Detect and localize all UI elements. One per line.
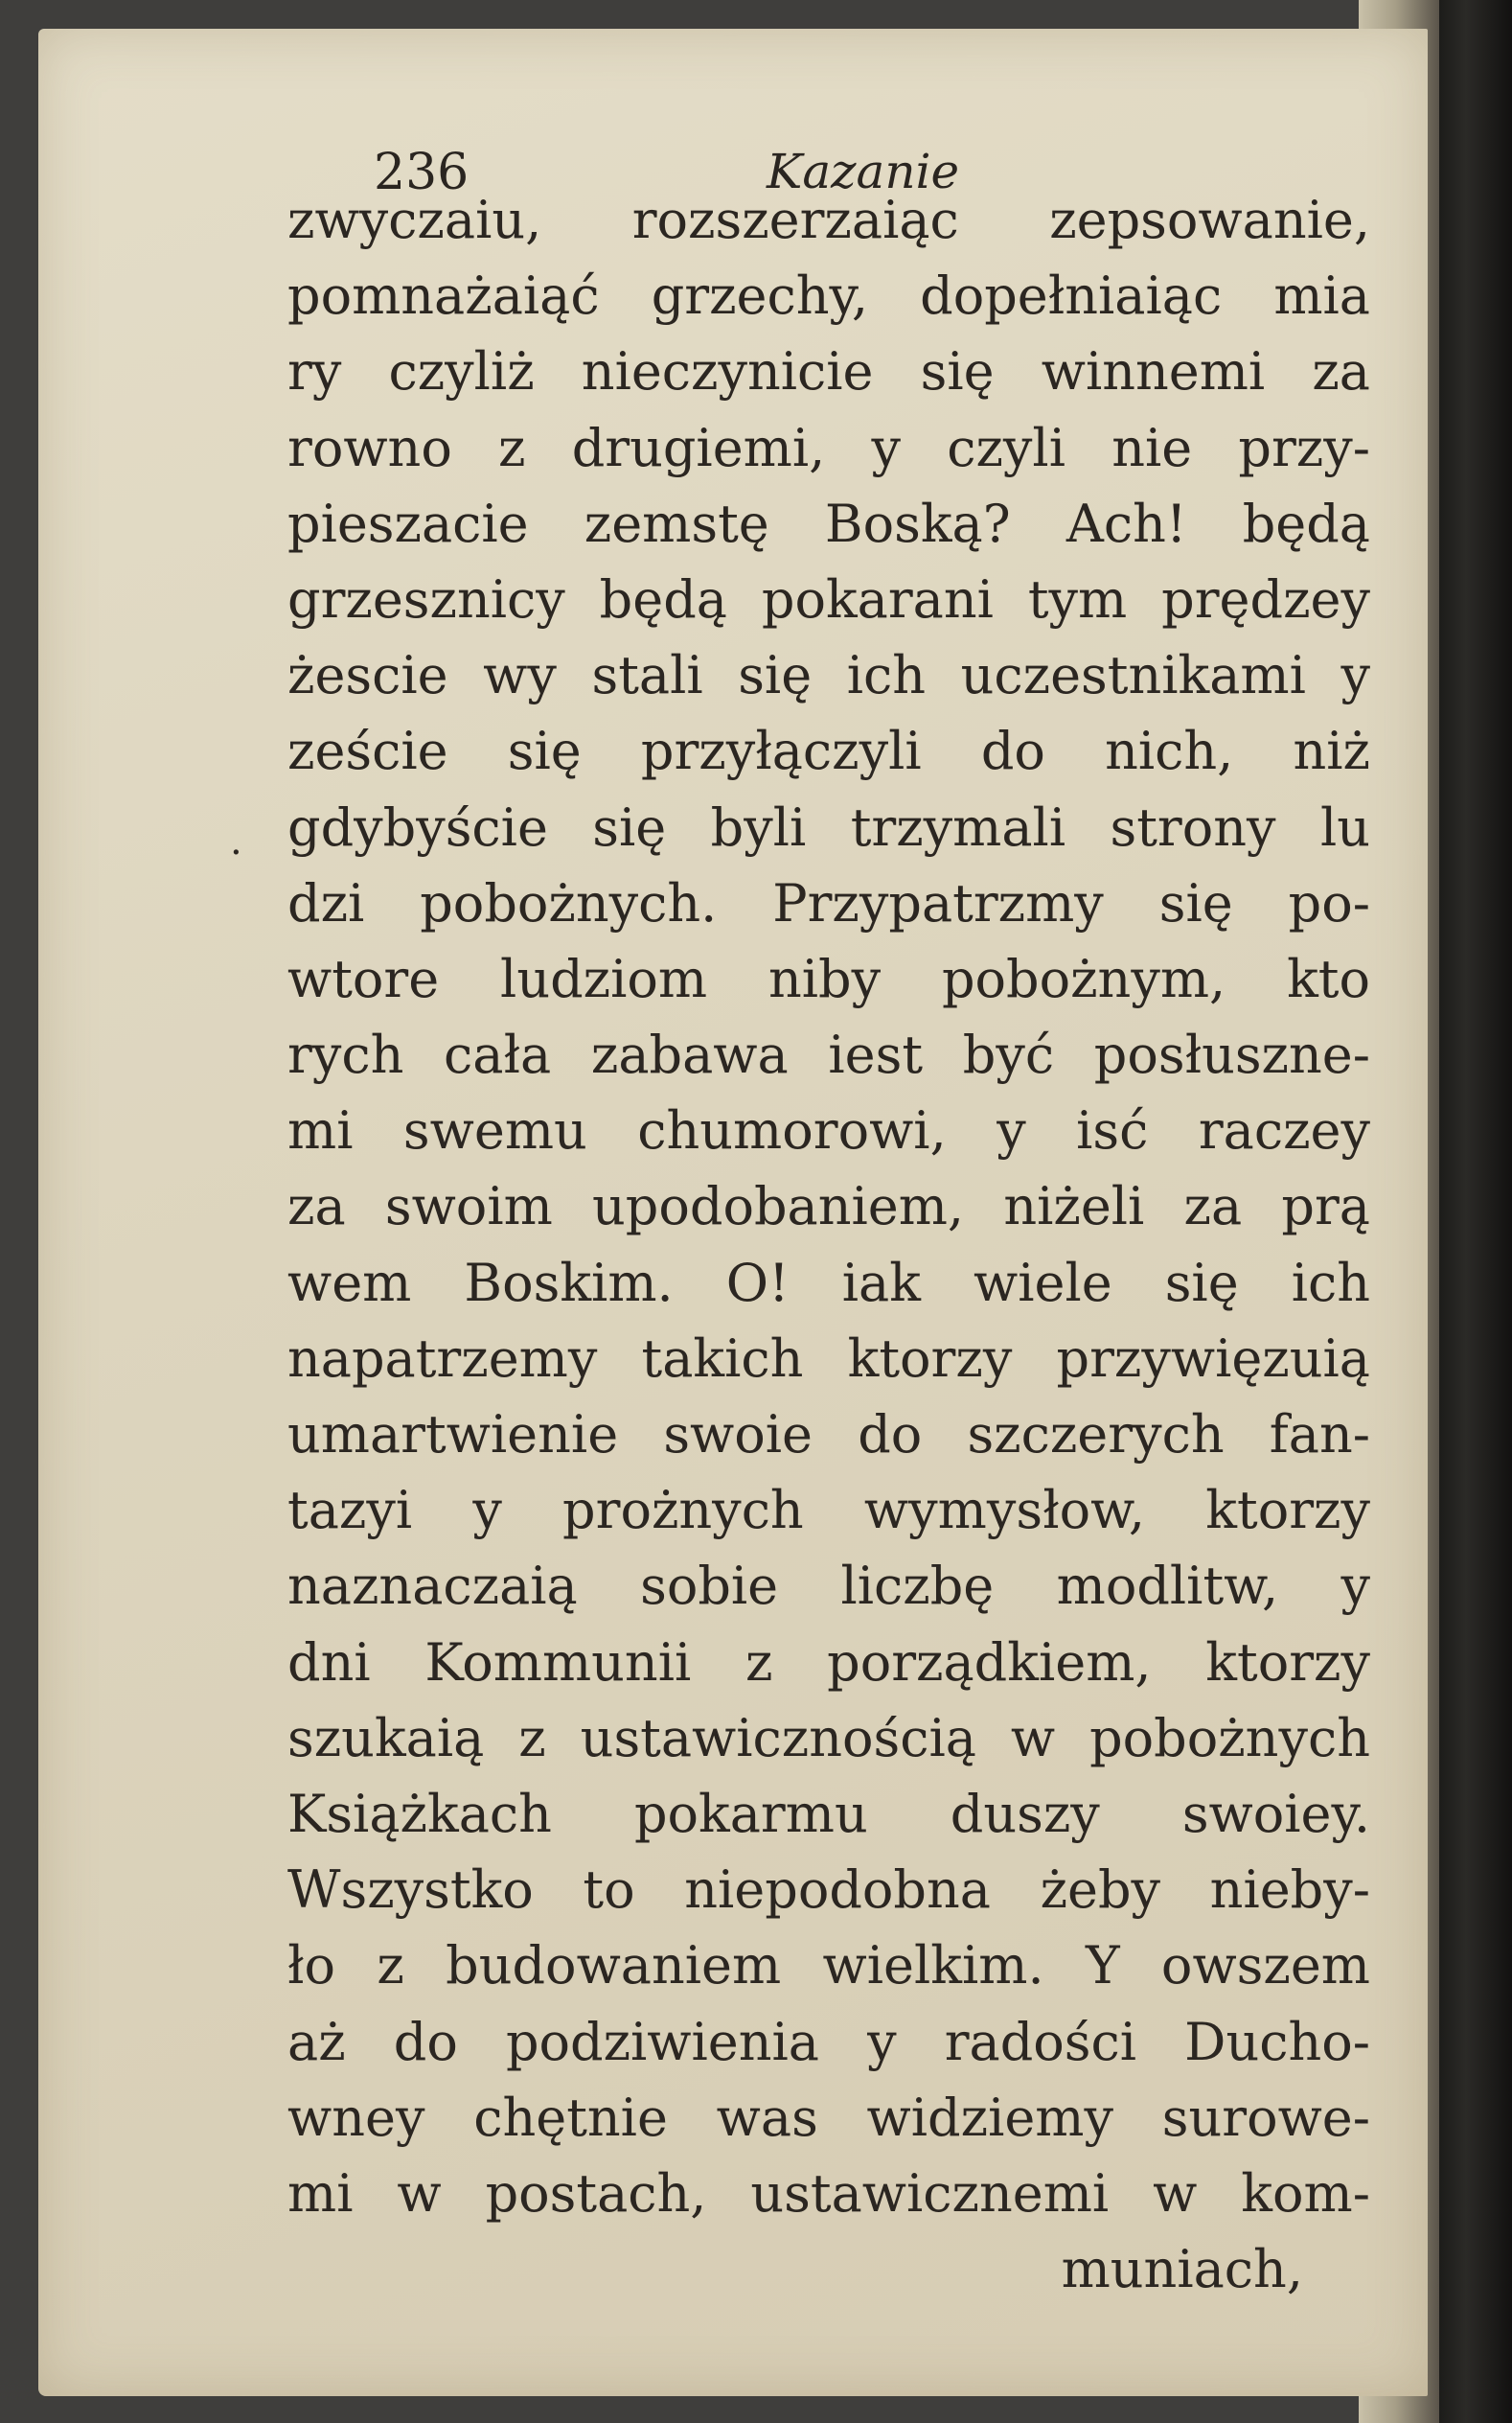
text-line: tazyi y prożnych wymysłow, ktorzy: [287, 1480, 1370, 1541]
text-line: wem Boskim. O! iak wiele się ich: [287, 1252, 1370, 1313]
text-line: pomnażaiąć grzechy, dopełniaiąc mia: [287, 265, 1370, 327]
text-line: wney chętnie was widziemy surowe-: [287, 2087, 1370, 2148]
page-number: 236: [374, 144, 470, 201]
text-line: Książkach pokarmu duszy swoiey.: [287, 1783, 1370, 1844]
running-head: Kazanie: [767, 144, 960, 199]
text-line: mi w postach, ustawicznemi w kom-: [287, 2162, 1370, 2224]
text-line: rowno z drugiemi, y czyli nie przy-: [287, 417, 1370, 478]
text-line: zeście się przyłączyli do nich, niż: [287, 721, 1370, 782]
text-line: rych cała zabawa iest być posłuszne-: [287, 1025, 1370, 1086]
text-line: szukaią z ustawicznością w pobożnych: [287, 1707, 1370, 1768]
text-line: grzesznicy będą pokarani tym prędzey: [287, 568, 1370, 630]
text-line: Wszystko to niepodobna żeby nieby-: [287, 1859, 1370, 1921]
text-line: ło z budowaniem wielkim. Y owszem: [287, 1935, 1370, 1996]
text-line: aż do podziwienia y radości Ducho-: [287, 2011, 1370, 2072]
text-line: umartwienie swoie do szczerych fan-: [287, 1404, 1370, 1465]
text-line: naznaczaią sobie liczbę modlitw, y: [287, 1556, 1370, 1617]
text-line: wtore ludziom niby pobożnym, kto: [287, 948, 1370, 1009]
text-line: za swoim upodobaniem, niżeli za prą: [287, 1176, 1370, 1237]
text-line: mi swemu chumorowi, y isć raczey: [287, 1100, 1370, 1162]
text-line: dni Kommunii z porządkiem, ktorzy: [287, 1631, 1370, 1693]
book-edge: [1435, 0, 1512, 2423]
text-line: zwyczaiu, rozszerzaiąc zepsowanie,: [287, 190, 1370, 250]
margin-dot: .: [230, 819, 242, 864]
catchword-line: muniach,: [1061, 2239, 1303, 2300]
text-line: dzi pobożnych. Przypatrzmy się po-: [287, 872, 1370, 934]
body-text: [287, 182, 1370, 2307]
text-line: pieszacie zemstę Boską? Ach! będą: [287, 493, 1370, 554]
text-line: gdybyście się byli trzymali strony lu: [287, 796, 1370, 858]
text-line: ry czyliż nieczynicie się winnemi za: [287, 341, 1370, 403]
text-line: napatrzemy takich ktorzy przywięzuią: [287, 1327, 1370, 1389]
text-line: żescie wy stali się ich uczestnikami y: [287, 645, 1370, 706]
